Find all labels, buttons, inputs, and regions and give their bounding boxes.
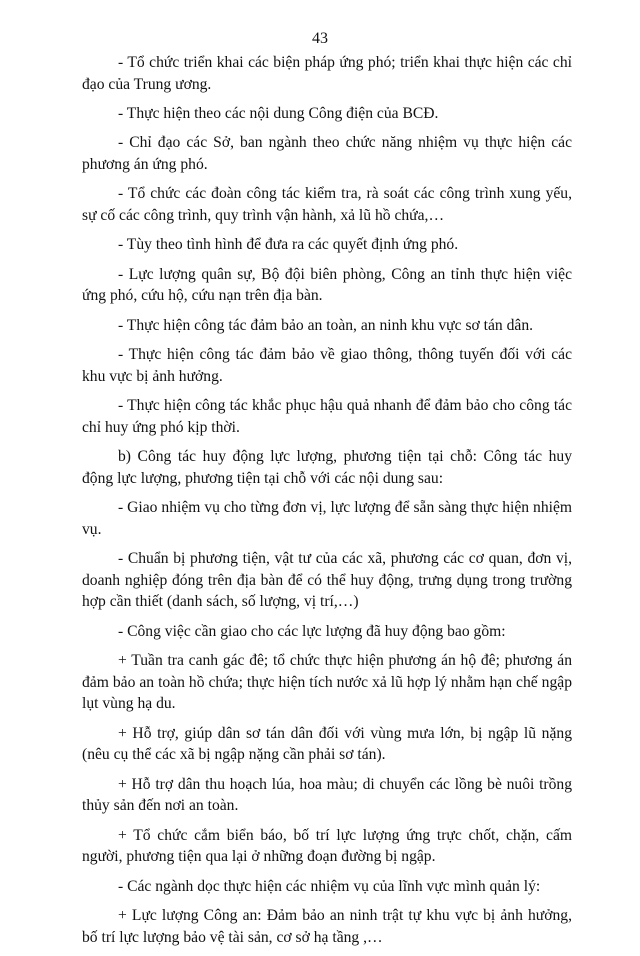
paragraph: - Thực hiện công tác đảm bảo về giao thông, thông tuyến đối với các khu vực bị ảnh hưởng. <box>82 346 572 385</box>
page-number: 43 <box>312 30 328 47</box>
paragraph: - Tổ chức các đoàn công tác kiểm tra, rà soát các công trình xung yếu, sự cố các công trình, quy trình vận hành, xả lũ hồ chứa,… <box>82 185 572 224</box>
paragraph: - Thực hiện theo các nội dung Công điện của BCĐ. <box>118 104 439 122</box>
document-body <box>82 52 572 956</box>
paragraph: + Hỗ trợ dân thu hoạch lúa, hoa màu; di chuyển các lồng bè nuôi trồng thủy sản đến nơi an toàn. <box>82 775 572 815</box>
paragraph: + Lực lượng Công an: Đảm bảo an ninh trật tự khu vực bị ảnh hưởng, bố trí lực lượng bảo vệ tài sản, cơ sở hạ tầng ,… <box>82 906 572 946</box>
paragraph: - Tùy theo tình hình để đưa ra các quyết định ứng phó. <box>118 236 459 254</box>
paragraph: - Lực lượng quân sự, Bộ đội biên phòng, Công an tỉnh thực hiện việc ứng phó, cứu hộ, cứu nạn trên địa bàn. <box>82 265 572 305</box>
paragraph: - Chuẩn bị phương tiện, vật tư của các xã, phương các cơ quan, đơn vị, doanh nghiệp đóng trên địa bàn để có thể huy động, trưng dụng trong trường hợp cần thiết (danh sách, số lượng, vị trí,…) <box>82 550 572 611</box>
paragraph: - Thực hiện công tác khắc phục hậu quả nhanh để đảm bảo cho công tác chỉ huy ứng phó kịp thời. <box>82 397 572 436</box>
paragraph: - Các ngành dọc thực hiện các nhiệm vụ của lĩnh vực mình quản lý: <box>118 877 541 895</box>
paragraph: b) Công tác huy động lực lượng, phương tiện tại chỗ: Công tác huy động lực lượng, phương tiện tại chỗ với các nội dung sau: <box>82 448 572 487</box>
paragraph: + Hỗ trợ, giúp dân sơ tán dân đối với vùng mưa lớn, bị ngập lũ nặng (nêu cụ thể các xã bị ngập nặng cần phải sơ tán). <box>82 724 572 764</box>
paragraph: - Giao nhiệm vụ cho từng đơn vị, lực lượng để sẵn sàng thực hiện nhiệm vụ. <box>82 499 572 538</box>
paragraph: - Thực hiện công tác đảm bảo an toàn, an ninh khu vực sơ tán dân. <box>118 316 534 334</box>
paragraph: + Tuần tra canh gác đê; tổ chức thực hiện phương án hộ đê; phương án đảm bảo an toàn hồ chứa; thực hiện tích nước xả lũ hợp lý nhằm hạn chế ngập lụt vùng hạ du. <box>82 652 572 713</box>
paragraph: + Tổ chức cắm biển báo, bố trí lực lượng ứng trực chốt, chặn, cấm người, phương tiện qua lại ở những đoạn đường bị ngập. <box>82 826 572 866</box>
paragraph: - Tổ chức triển khai các biện pháp ứng phó; triển khai thực hiện các chỉ đạo của Trung ương. <box>82 54 572 93</box>
paragraph: - Công việc cần giao cho các lực lượng đã huy động bao gồm: <box>118 622 506 640</box>
paragraph: - Chỉ đạo các Sở, ban ngành theo chức năng nhiệm vụ thực hiện các phương án ứng phó. <box>82 134 572 173</box>
